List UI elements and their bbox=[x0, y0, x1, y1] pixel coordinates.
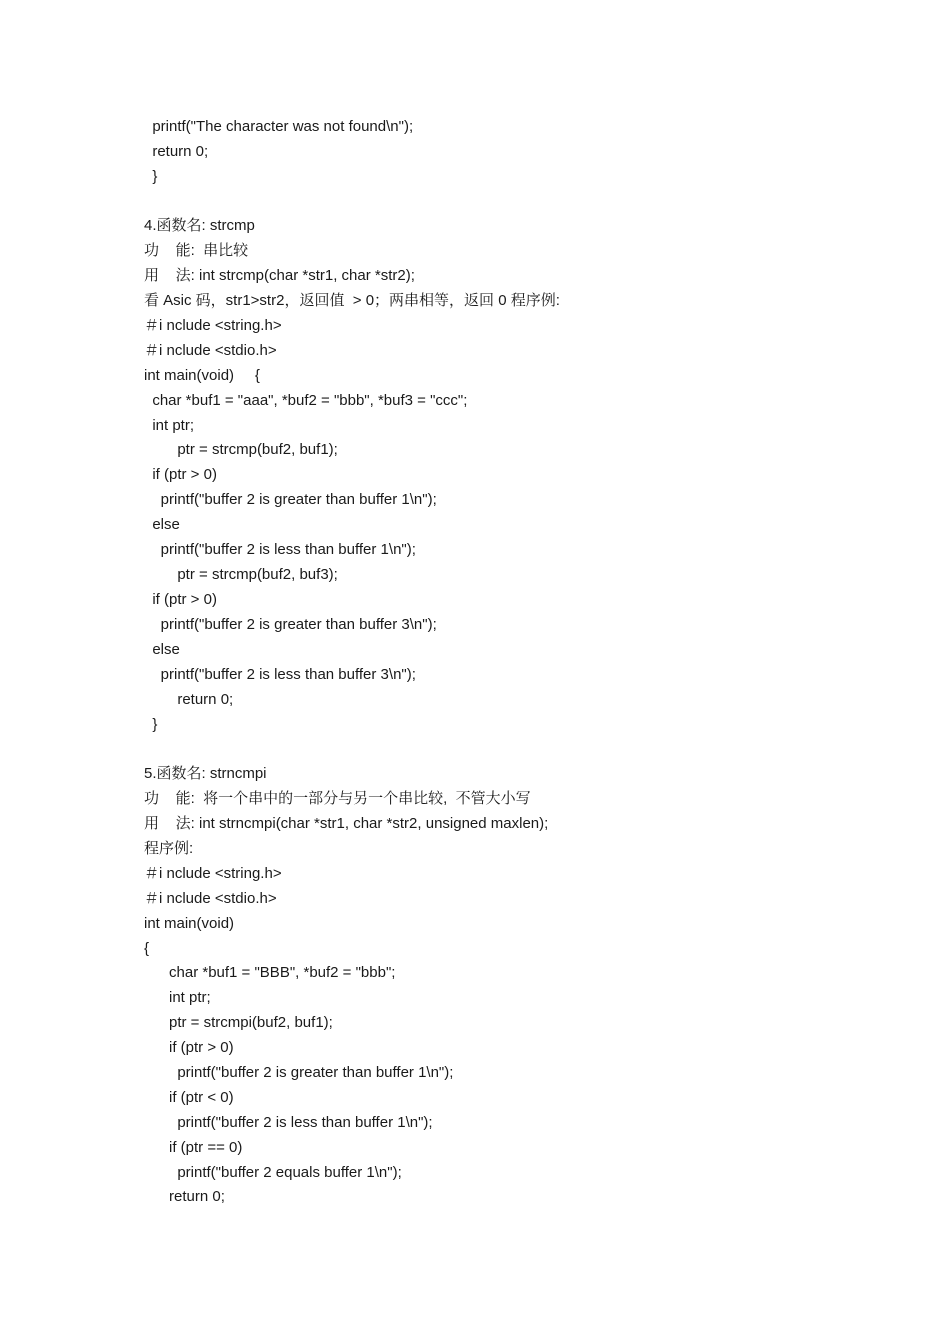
code-line: printf("buffer 2 is greater than buffer 1\n"); bbox=[144, 1064, 454, 1081]
code-line: ptr = strcmp(buf2, buf1); bbox=[144, 441, 338, 458]
section-heading: 5.函数名: strncmpi bbox=[144, 765, 267, 782]
code-line: if (ptr > 0) bbox=[144, 1039, 234, 1056]
code-line: int main(void) bbox=[144, 915, 235, 932]
code-line: ＃i nclude <string.h> bbox=[144, 865, 282, 882]
code-line: return 0; bbox=[144, 691, 234, 708]
code-line: if (ptr > 0) bbox=[144, 466, 217, 483]
code-line: printf("buffer 2 is less than buffer 1\n"); bbox=[144, 541, 416, 558]
code-line: char *buf1 = "aaa", *buf2 = "bbb", *buf3 = "ccc"; bbox=[144, 392, 468, 409]
code-line: printf("buffer 2 is less than buffer 3\n"); bbox=[144, 666, 416, 683]
code-line: int main(void) { bbox=[144, 367, 260, 384]
code-line: } bbox=[144, 716, 158, 733]
code-line: if (ptr > 0) bbox=[144, 591, 217, 608]
code-line: printf("buffer 2 is less than buffer 1\n"); bbox=[144, 1114, 433, 1131]
code-line: int ptr; bbox=[144, 417, 195, 434]
code-line: ＃i nclude <string.h> bbox=[144, 317, 282, 334]
code-line: { bbox=[144, 940, 150, 957]
section-heading: 4.函数名: strcmp bbox=[144, 217, 255, 234]
code-line: if (ptr == 0) bbox=[144, 1139, 243, 1156]
note-line: 看 Asic 码，str1>str2，返回值 > 0；两串相等，返回 0 程序例: bbox=[144, 292, 560, 309]
code-line: ptr = strcmpi(buf2, buf1); bbox=[144, 1014, 333, 1031]
example-label: 程序例: bbox=[144, 840, 194, 857]
code-line: if (ptr < 0) bbox=[144, 1089, 234, 1106]
code-line: int ptr; bbox=[144, 989, 211, 1006]
function-description: 功 能: 将一个串中的一部分与另一个串比较, 不管大小写 bbox=[144, 790, 531, 807]
code-line: ＃i nclude <stdio.h> bbox=[144, 342, 277, 359]
code-line: ptr = strcmp(buf2, buf3); bbox=[144, 566, 338, 583]
usage-line: 用 法: int strcmp(char *str1, char *str2); bbox=[144, 267, 415, 284]
usage-line: 用 法: int strncmpi(char *str1, char *str2, unsigned maxlen); bbox=[144, 815, 549, 832]
code-line: return 0; bbox=[144, 143, 209, 160]
code-line: ＃i nclude <stdio.h> bbox=[144, 890, 277, 907]
code-line: char *buf1 = "BBB", *buf2 = "bbb"; bbox=[144, 964, 396, 981]
code-line: return 0; bbox=[144, 1188, 225, 1205]
code-line: else bbox=[144, 641, 180, 658]
code-line: printf("buffer 2 equals buffer 1\n"); bbox=[144, 1164, 402, 1181]
function-description: 功 能: 串比较 bbox=[144, 242, 249, 259]
code-line: } bbox=[144, 168, 158, 185]
code-line: printf("The character was not found\n"); bbox=[144, 118, 414, 135]
code-line: else bbox=[144, 516, 180, 533]
code-line: printf("buffer 2 is greater than buffer 1\n"); bbox=[144, 491, 437, 508]
code-line: printf("buffer 2 is greater than buffer 3\n"); bbox=[144, 616, 437, 633]
